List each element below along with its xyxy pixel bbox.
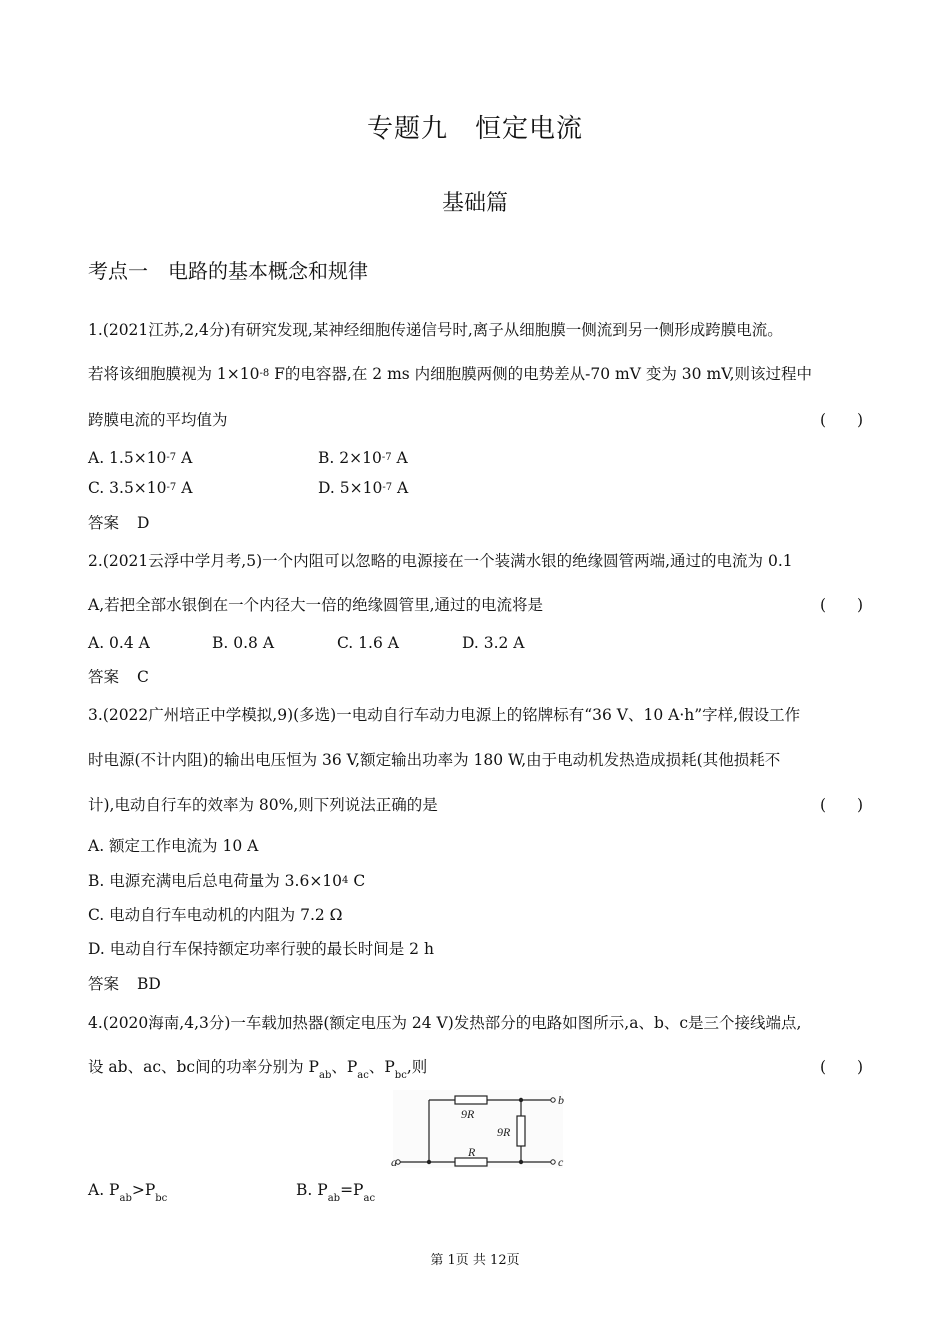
q4-line2-pre: 设 ab、ac、bc间的功率分别为 P bbox=[88, 1058, 319, 1076]
label-node-b: b bbox=[558, 1093, 564, 1107]
q1-option-c-post: A bbox=[176, 479, 193, 497]
q2-line1: 2.(2021云浮中学月考,5)一个内阻可以忽略的电源接在一个装满水银的绝缘圆管两端,通过的电流为 0.1 bbox=[88, 552, 793, 570]
q1-option-d-exp: -7 bbox=[382, 482, 393, 493]
q1-option-c-pre: C. 3.5×10 bbox=[88, 479, 167, 497]
q4-sub-ab: ab bbox=[318, 1070, 332, 1081]
resistor-9r-right bbox=[517, 1116, 525, 1146]
q1-line2-exp: -8 bbox=[259, 368, 270, 379]
q2-option-b: B. 0.8 A bbox=[212, 634, 275, 652]
q3-answer-value: BD bbox=[137, 975, 161, 993]
q2-answer-label: 答案 bbox=[88, 668, 120, 686]
q1-option-d-pre: D. 5×10 bbox=[318, 479, 383, 497]
q4-option-a-mid: >P bbox=[131, 1181, 156, 1199]
q1-line1: 1.(2021江苏,2,4分)有研究发现,某神经细胞传递信号时,离子从细胞膜一侧流到另一侧形成跨膜电流。 bbox=[88, 321, 783, 339]
q2-option-d: D. 3.2 A bbox=[462, 634, 525, 652]
q2-line2: A,若把全部水银倒在一个内径大一倍的绝缘圆管里,通过的电流将是 bbox=[88, 596, 544, 614]
q1-line2-post: F的电容器,在 2 ms 内细胞膜两侧的电势差从-70 mV 变为 30 mV,则该过程中 bbox=[269, 365, 813, 383]
q1-option-c-exp: -7 bbox=[166, 482, 177, 493]
q2-option-c: C. 1.6 A bbox=[337, 634, 399, 652]
q3-line2: 时电源(不计内阻)的输出电压恒为 36 V,额定输出功率为 180 W,由于电动机发热造成损耗(其他损耗不 bbox=[88, 751, 781, 769]
q1-option-b-post: A bbox=[391, 449, 408, 467]
q1-option-d bbox=[318, 479, 408, 497]
q1-option-a bbox=[88, 449, 192, 467]
q4-option-b bbox=[296, 1181, 376, 1204]
q3-option-b bbox=[88, 869, 365, 891]
q4-option-a-pre: A. P bbox=[88, 1181, 120, 1199]
resistor-r-bottom bbox=[455, 1158, 487, 1166]
q3-option-d: D. 电动自行车保持额定功率行驶的最长时间是 2 h bbox=[88, 940, 434, 958]
q1-option-a-post: A bbox=[176, 449, 193, 467]
label-node-a: a bbox=[391, 1155, 397, 1169]
junction-left bbox=[427, 1160, 431, 1164]
q1-option-a-pre: A. 1.5×10 bbox=[88, 449, 167, 467]
q3-answer bbox=[88, 972, 161, 994]
q1-line2 bbox=[88, 362, 812, 384]
q1-answer-label: 答案 bbox=[88, 514, 120, 532]
q4-line2-post: ,则 bbox=[406, 1058, 428, 1076]
q2-answer-paren: ( ) bbox=[820, 596, 864, 614]
q3-option-b-pre: B. 电源充满电后总电荷量为 3.6×10 bbox=[88, 872, 343, 890]
q3-option-a: A. 额定工作电流为 10 A bbox=[88, 837, 259, 855]
q1-option-d-post: A bbox=[392, 479, 409, 497]
q4-option-a-sub1: ab bbox=[119, 1193, 132, 1204]
q4-sep2: 、P bbox=[368, 1058, 395, 1076]
q1-option-b bbox=[318, 449, 408, 467]
q4-option-b-pre: B. P bbox=[296, 1181, 328, 1199]
page-subtitle: 基础篇 bbox=[441, 191, 508, 216]
q1-option-c bbox=[88, 479, 192, 497]
q3-answer-paren: ( ) bbox=[820, 796, 864, 814]
q3-option-b-post: C bbox=[348, 872, 366, 890]
junction-top-right bbox=[519, 1098, 523, 1102]
section-heading: 考点一 电路的基本概念和规律 bbox=[88, 259, 368, 283]
label-r: R bbox=[468, 1145, 476, 1159]
q2-option-a: A. 0.4 A bbox=[88, 634, 150, 652]
q1-answer bbox=[88, 511, 149, 533]
terminal-b bbox=[551, 1098, 555, 1102]
q1-option-a-exp: -7 bbox=[166, 452, 177, 463]
q1-option-b-pre: B. 2×10 bbox=[318, 449, 382, 467]
page-title: 专题九 恒定电流 bbox=[366, 114, 583, 144]
q1-line2-pre: 若将该细胞膜视为 1×10 bbox=[88, 365, 260, 383]
q1-answer-paren: ( ) bbox=[820, 411, 864, 429]
q3-line3: 计),电动自行车的效率为 80%,则下列说法正确的是 bbox=[88, 796, 438, 814]
q4-sub-ac: ac bbox=[357, 1070, 369, 1081]
page-number: 第 1页 共 12页 bbox=[430, 1253, 520, 1268]
q4-option-b-mid: =P bbox=[340, 1181, 364, 1199]
q1-line3: 跨膜电流的平均值为 bbox=[88, 411, 228, 429]
junction-bottom-right bbox=[519, 1160, 523, 1164]
q1-answer-value: D bbox=[137, 514, 150, 532]
q4-option-a-sub2: bc bbox=[155, 1193, 168, 1204]
terminal-c bbox=[551, 1160, 555, 1164]
q3-answer-label: 答案 bbox=[88, 975, 120, 993]
q3-option-c: C. 电动自行车电动机的内阻为 7.2 Ω bbox=[88, 906, 343, 924]
q2-answer-value: C bbox=[137, 668, 149, 686]
q4-option-a bbox=[88, 1181, 168, 1204]
q4-sep1: 、P bbox=[331, 1058, 358, 1076]
q3-line1: 3.(2022广州培正中学模拟,9)(多选)一电动自行车动力电源上的铭牌标有“36 V、10 A·h”字样,假设工作 bbox=[88, 706, 801, 724]
label-9r-top: 9R bbox=[461, 1107, 475, 1121]
q4-option-b-sub1: ab bbox=[327, 1193, 341, 1204]
label-node-c: c bbox=[558, 1155, 564, 1169]
q4-option-b-sub2: ac bbox=[363, 1193, 376, 1204]
q1-option-b-exp: -7 bbox=[381, 452, 392, 463]
q4-answer-paren: ( ) bbox=[820, 1058, 864, 1076]
q2-answer bbox=[88, 665, 149, 687]
q4-line1: 4.(2020海南,4,3分)一车载加热器(额定电压为 24 V)发热部分的电路如图所示,a、b、c是三个接线端点, bbox=[88, 1014, 802, 1032]
circuit-diagram bbox=[385, 1088, 570, 1176]
label-9r-right: 9R bbox=[497, 1125, 511, 1139]
q4-line2 bbox=[88, 1055, 428, 1081]
q4-sub-bc: bc bbox=[394, 1070, 407, 1081]
q3-option-b-exp: 4 bbox=[342, 875, 349, 886]
resistor-9r-top bbox=[455, 1096, 487, 1104]
